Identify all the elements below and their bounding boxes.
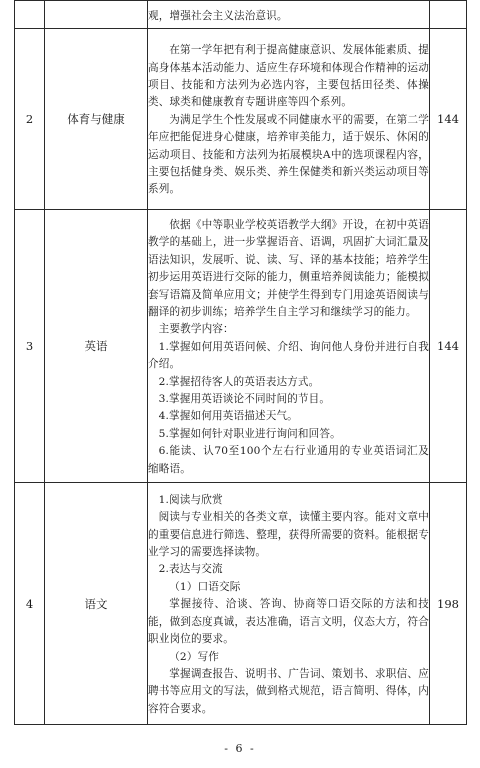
content-heading: 2.表达与交流 — [158, 563, 223, 576]
content-paragraph: 主要教学内容： — [158, 323, 234, 336]
curriculum-table — [14, 0, 467, 725]
table-row — [15, 483, 467, 725]
content-list-item: 2.掌握招待客人的英语表达方式。 — [158, 375, 320, 388]
course-number: 3 — [15, 210, 45, 483]
page-number: - 6 - — [224, 742, 256, 755]
content-list-item: 3.掌握用英语谈论不同时间的节目。 — [158, 393, 331, 406]
course-content — [148, 29, 430, 210]
content-paragraph: 在第一学年把有利于提高健康意识、发展体能素质、提高身体基本活动能力、适应生存环境和体现合作精神的运动项目、技能和方法列为必选内容，主要包括田径类、体操类、球类和健康教育专题讲座等四个系列。 — [148, 44, 429, 109]
course-content — [148, 483, 430, 725]
content-list-item: 4.掌握如何用英语描述天气。 — [158, 410, 298, 423]
content-paragraph: 阅读与专业相关的各类文章，读懂主要内容。能对文章中的重要信息进行筛选、整理，获得所需要的资料。能根据专业学习的需要选择读物。 — [148, 511, 429, 559]
table-row — [15, 210, 467, 483]
content-paragraph: 掌握调查报告、说明书、广告词、策划书、求职信、应聘书等应用文的写法，做到格式规范，语言简明、得体，内容符合要求。 — [148, 667, 429, 715]
content-paragraph: 为满足学生个性发展或不同健康水平的需要，在第二学年应把能促进身心健康，培养审美能力，适于娱乐、休闲的运动项目、技能和方法列为拓展模块A中的选项课程内容，主要包括健身类、娱乐类、养生保健类和新兴类运动项目等系列。 — [148, 113, 429, 196]
table-row — [15, 29, 467, 210]
course-number: 2 — [15, 29, 45, 210]
course-content — [148, 1, 430, 29]
course-name — [45, 1, 148, 29]
table-row — [15, 1, 467, 29]
course-name: 英语 — [45, 210, 148, 483]
content-subheading: （1）口语交际 — [169, 580, 241, 593]
course-number: 4 — [15, 483, 45, 725]
course-hours: 144 — [430, 210, 467, 483]
course-name: 语文 — [45, 483, 148, 725]
content-paragraph: 依据《中等职业学校英语教学大纲》开设，在初中英语教学的基础上，进一步掌握语音、语调，巩固扩大词汇量及语法知识，发展听、说、读、写、译的基本技能；培养学生初步运用英语进行交际的能力，侧重培养阅读能力；能模拟套写语篇及简单应用文；并使学生得到专门用途英语阅读与翻译的初步训练；培养学生自主学习和继续学习的能力。 — [148, 218, 429, 318]
course-hours — [430, 1, 467, 29]
content-list-item: 1.掌握如何用英语问候、介绍、询问他人身份并进行自我介绍。 — [148, 340, 429, 371]
content-subheading: （2）写作 — [169, 650, 220, 663]
course-number — [15, 1, 45, 29]
course-hours: 198 — [430, 483, 467, 725]
course-content — [148, 210, 430, 483]
content-list-item: 5.掌握如何针对职业进行询问和回答。 — [158, 427, 341, 440]
course-hours: 144 — [430, 29, 467, 210]
content-list-item: 6.能读、认70至100个左右行业通用的专业英语词汇及缩略语。 — [148, 445, 429, 475]
content-paragraph: 掌握接待、洽谈、答询、协商等口语交际的方法和技能，做到态度真诚，表达准确，语言文明，仪态大方，符合职业岗位的要求。 — [148, 598, 429, 646]
content-heading: 1.阅读与欣赏 — [158, 493, 223, 506]
content-paragraph: 观，增强社会主义法治意识。 — [148, 9, 288, 22]
course-name: 体育与健康 — [45, 29, 148, 210]
